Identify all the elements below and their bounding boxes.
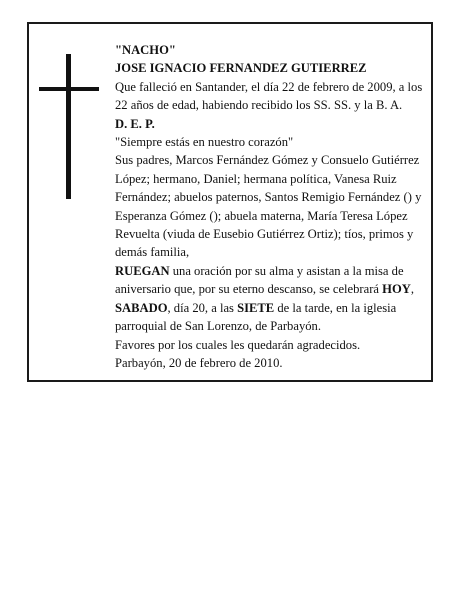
signoff-line: Parbayón, 20 de febrero de 2010. (115, 355, 283, 370)
ruegan-word: RUEGAN (115, 263, 170, 278)
death-announcement: Que falleció en Santander, el día 22 de febrero de 2009, a los 22 años de edad, habiendo recibido los SS. SS. y la B. A. (115, 79, 423, 113)
hoy-word: HOY (382, 282, 411, 297)
comma-separator: , (410, 282, 414, 297)
nickname: "NACHO" (115, 43, 176, 57)
siete-word: SIETE (237, 300, 275, 315)
deceased-name: JOSE IGNACIO FERNANDEZ GUTIERREZ (115, 61, 367, 76)
dep-line: D. E. P. (115, 116, 155, 131)
obituary-notice (27, 22, 433, 382)
notice-text (115, 41, 427, 372)
family-list: Sus padres, Marcos Fernández Gómez y Consuelo Gutiérrez López; hermano, Daniel; hermana política, Vanesa Ruiz Fernández; abuelos paternos, Santos Remigio Fernández () y Esperanza Gómez (); abuela materna, María Teresa López Revuelta (viuda de Eusebio Gutiérrez Ortiz); tíos, primos y demás familia, (115, 153, 422, 260)
mass-request (115, 262, 427, 336)
cross-horizontal-bar (39, 87, 99, 91)
place-text: de la tarde, en la iglesia parroquial de San Lorenzo, de Parbayón. (115, 300, 397, 334)
cross-vertical-bar (66, 54, 71, 199)
date-text: , día 20, a las (167, 300, 238, 315)
request-text: una oración por su alma y asistan a la misa de aniversario que, por su eterno descanso, se celebrará (115, 263, 404, 297)
cross-icon (39, 54, 99, 199)
sabado-word: SABADO (115, 300, 168, 315)
memorial-quote: "Siempre estás en nuestro corazón" (115, 135, 294, 150)
thanks-line: Favores por los cuales les quedarán agradecidos. (115, 337, 361, 352)
